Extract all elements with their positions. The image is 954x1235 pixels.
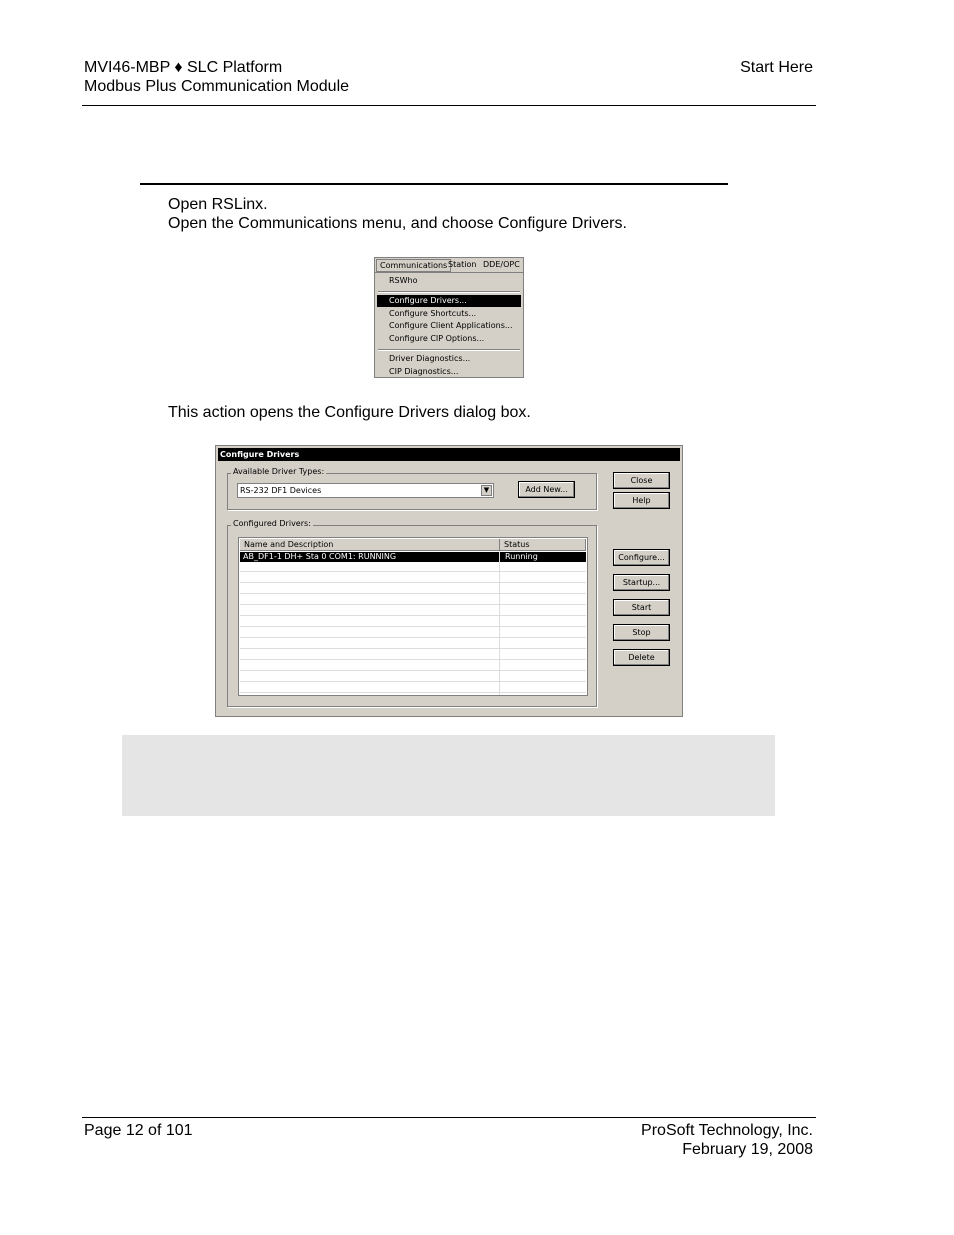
menu-item-rswho[interactable]: RSWho <box>389 276 418 285</box>
step-open-menu: Open the Communications menu, and choose Configure Drivers. <box>168 215 627 232</box>
start-button[interactable]: Start <box>613 599 670 616</box>
header-product-desc: Modbus Plus Communication Module <box>84 78 350 95</box>
table-row <box>240 617 586 627</box>
table-row <box>240 672 586 682</box>
dialog-title: Configure Drivers <box>218 448 680 461</box>
table-row <box>240 573 586 583</box>
menu-separator <box>378 291 520 293</box>
driver-type-select[interactable] <box>237 483 494 498</box>
table-row <box>240 661 586 671</box>
menu-communications[interactable]: Communications <box>376 259 451 272</box>
menu-item-configure-shortcuts[interactable]: Configure Shortcuts... <box>389 309 477 318</box>
add-new-button[interactable]: Add New... <box>518 481 575 498</box>
menu-bar <box>375 258 523 273</box>
header-product-line: MVI46-MBP ♦ SLC Platform <box>84 59 283 76</box>
table-row <box>240 606 586 616</box>
menu-item-cip-diagnostics[interactable]: CIP Diagnostics... <box>389 367 459 376</box>
step-dialog-opens: This action opens the Configure Drivers dialog box. <box>168 404 531 421</box>
menu-item-driver-diagnostics[interactable]: Driver Diagnostics... <box>389 354 471 363</box>
footer-company: ProSoft Technology, Inc. <box>641 1122 813 1139</box>
help-button[interactable]: Help <box>613 492 670 509</box>
table-row <box>240 595 586 605</box>
chevron-down-icon[interactable]: ▼ <box>481 485 492 496</box>
footer-date: February 19, 2008 <box>682 1141 813 1158</box>
startup-button[interactable]: Startup... <box>613 574 670 591</box>
table-row <box>240 650 586 660</box>
section-rule <box>140 183 728 185</box>
page-number: Page 12 of 101 <box>84 1122 193 1139</box>
table-row <box>240 639 586 649</box>
menu-item-configure-client-apps[interactable]: Configure Client Applications... <box>389 321 513 330</box>
close-button[interactable]: Close <box>613 472 670 489</box>
table-row <box>240 584 586 594</box>
step-open-rslinx: Open RSLinx. <box>168 196 268 213</box>
stop-button[interactable]: Stop <box>613 624 670 641</box>
table-row[interactable] <box>240 552 586 562</box>
configured-drivers-list[interactable] <box>238 537 588 696</box>
header-rule <box>82 105 816 106</box>
driver-name-cell: AB_DF1-1 DH+ Sta 0 COM1: RUNNING <box>243 552 397 561</box>
table-row <box>240 683 586 693</box>
configured-drivers-label: Configured Drivers: <box>233 519 311 528</box>
table-row <box>240 562 586 572</box>
delete-button[interactable]: Delete <box>613 649 670 666</box>
driver-status-cell: Running <box>505 552 538 561</box>
menu-station[interactable]: Station <box>448 260 477 269</box>
column-divider <box>499 551 500 695</box>
menu-item-configure-drivers[interactable]: Configure Drivers... <box>377 295 521 307</box>
configure-button[interactable]: Configure... <box>613 549 670 566</box>
footer-rule <box>82 1117 816 1118</box>
menu-item-configure-cip-options[interactable]: Configure CIP Options... <box>389 334 485 343</box>
column-header-status[interactable]: Status <box>500 539 586 551</box>
note-box <box>122 735 775 816</box>
column-header-name[interactable]: Name and Description <box>240 539 500 551</box>
menu-separator <box>378 349 520 351</box>
menu-dde-opc[interactable]: DDE/OPC <box>483 260 520 269</box>
table-row <box>240 628 586 638</box>
driver-type-value: RS-232 DF1 Devices <box>240 486 322 495</box>
available-driver-types-label: Available Driver Types: <box>233 467 325 476</box>
communications-menu-screenshot <box>374 257 524 378</box>
header-section: Start Here <box>740 59 813 76</box>
